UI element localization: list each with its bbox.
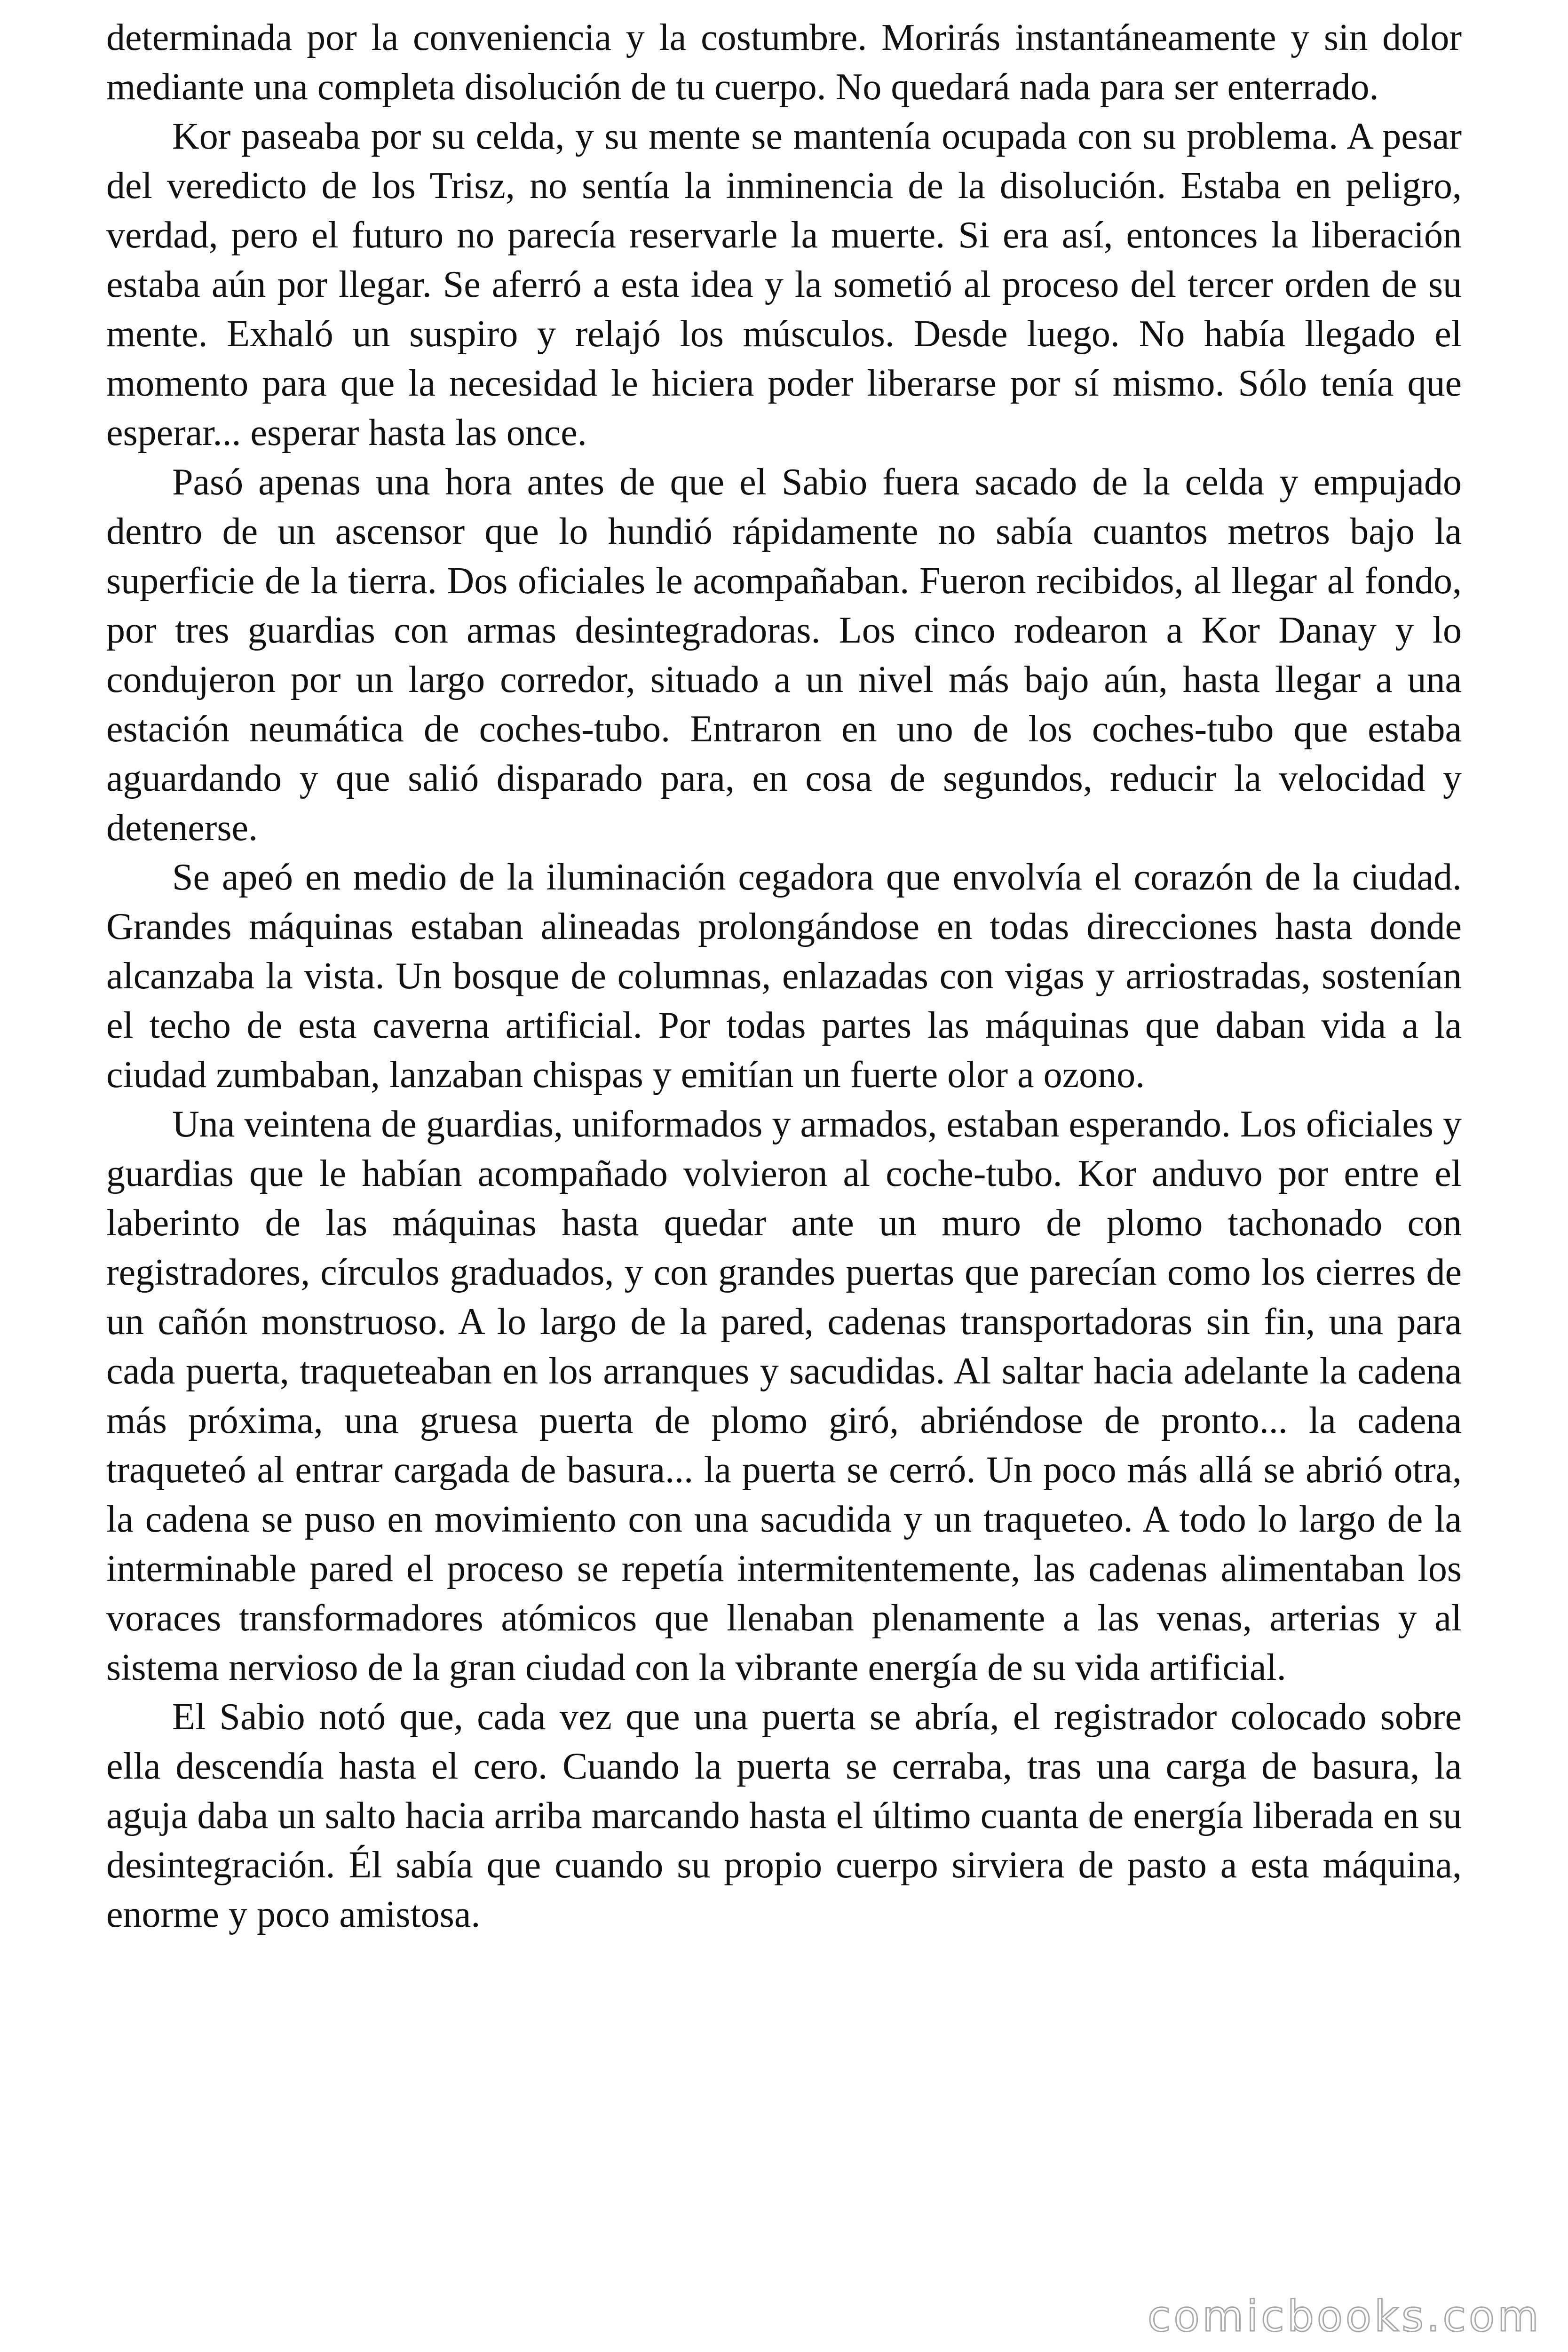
page-body	[106, 13, 1462, 1939]
paragraph: Se apeó en medio de la iluminación cegadora que envolvía el corazón de la ciudad. Grandes máquinas estaban alineadas prolongándose en todas direcciones hasta donde alcanzaba la vista. Un bosque de columnas, enlazadas con vigas y arriostradas, sostenían el techo de esta caverna artificial. Por todas partes las máquinas que daban vida a la ciudad zumbaban, lanzaban chispas y emitían un fuerte olor a ozono.	[106, 857, 1462, 1096]
paragraph: determinada por la conveniencia y la costumbre. Morirás instantáneamente y sin dolor mediante una completa disolución de tu cuerpo. No quedará nada para ser enterrado.	[106, 17, 1462, 108]
paragraph: El Sabio notó que, cada vez que una puerta se abría, el registrador colocado sobre ella descendía hasta el cero. Cuando la puerta se cerraba, tras una carga de basura, la aguja daba un salto hacia arriba marcando hasta el último cuanta de energía liberada en su desintegración. Él sabía que cuando su propio cuerpo sirviera de pasto a esta máquina, enorme y poco amistosa.	[106, 1696, 1462, 1935]
paragraph: Kor paseaba por su celda, y su mente se mantenía ocupada con su problema. A pesar del veredicto de los Trisz, no sentía la inminencia de la disolución. Estaba en peligro, verdad, pero el futuro no parecía reservarle la muerte. Si era así, entonces la liberación estaba aún por llegar. Se aferró a esta idea y la sometió al proceso del tercer orden de su mente. Exhaló un suspiro y relajó los músculos. Desde luego. No había llegado el momento para que la necesidad le hiciera poder liberarse por sí mismo. Sólo tenía que esperar... esperar hasta las once.	[106, 116, 1462, 453]
paragraph: Una veintena de guardias, uniformados y armados, estaban esperando. Los oficiales y guardias que le habían acompañado volvieron al coche-tubo. Kor anduvo por entre el laberinto de las máquinas hasta quedar ante un muro de plomo tachonado con registradores, círculos graduados, y con grandes puertas que parecían como los cierres de un cañón monstruoso. A lo largo de la pared, cadenas transportadoras sin fin, una para cada puerta, traqueteaban en los arranques y sacudidas. Al saltar hacia adelante la cadena más próxima, una gruesa puerta de plomo giró, abriéndose de pronto... la cadena traqueteó al entrar cargada de basura... la puerta se cerró. Un poco más allá se abrió otra, la cadena se puso en movimiento con una sacudida y un traqueteo. A todo lo largo de la interminable pared el proceso se repetía intermitentemente, las cadenas alimentaban los voraces transformadores atómicos que llenaban plenamente a las venas, arterias y al sistema nervioso de la gran ciudad con la vibrante energía de su vida artificial.	[106, 1104, 1462, 1688]
watermark: comicbooks.com	[1148, 2292, 1542, 2341]
paragraph: Pasó apenas una hora antes de que el Sabio fuera sacado de la celda y empujado dentro de un ascensor que lo hundió rápidamente no sabía cuantos metros bajo la superficie de la tierra. Dos oficiales le acompañaban. Fueron recibidos, al llegar al fondo, por tres guardias con armas desintegradoras. Los cinco rodearon a Kor Danay y lo condujeron por un largo corredor, situado a un nivel más bajo aún, hasta llegar a una estación neumática de coches-tubo. Entraron en uno de los coches-tubo que estaba aguardando y que salió disparado para, en cosa de segundos, reducir la velocidad y detenerse.	[106, 461, 1462, 849]
